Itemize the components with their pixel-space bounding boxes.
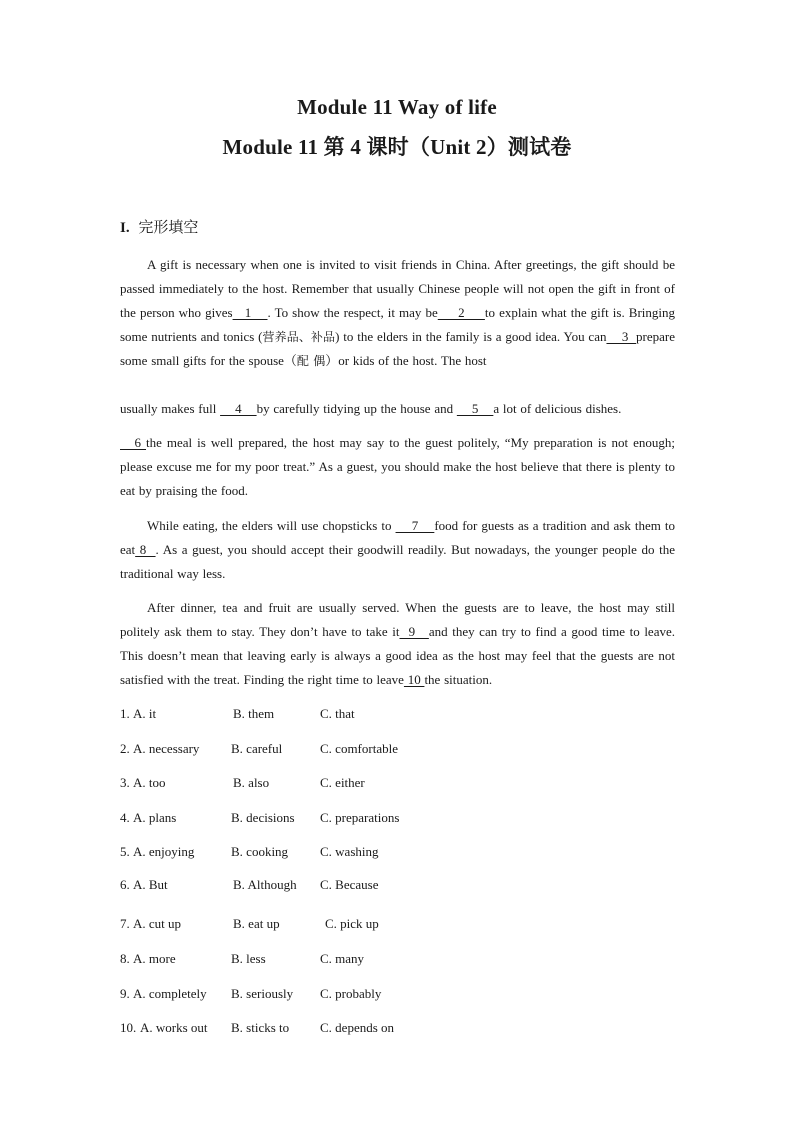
question-number: 10. [120, 1020, 137, 1035]
blank-9: 9 [399, 624, 429, 639]
option-a: A. enjoying [133, 844, 195, 859]
blank-8: 8 [135, 542, 156, 557]
blank-6: 6 [120, 435, 147, 450]
question-number: 9. [120, 986, 130, 1001]
blank-4: 4 [220, 401, 257, 416]
option-b: B. cooking [231, 844, 289, 859]
page-title: Module 11 Way of life [297, 95, 497, 119]
question-number: 8. [120, 951, 130, 966]
option-b: B. sticks to [231, 1020, 290, 1035]
blank-3: 3 [606, 329, 637, 344]
option-a: A. works out [140, 1020, 208, 1035]
option-c: C. probably [320, 986, 382, 1001]
option-c: C. depends on [320, 1020, 395, 1035]
option-b: B. eat up [233, 916, 280, 931]
blank-2: 2 [437, 305, 485, 320]
option-a: A. But [133, 877, 168, 892]
option-a: A. it [133, 706, 157, 721]
option-a: A. too [133, 775, 166, 790]
blank-1: 1 [232, 305, 268, 320]
option-c: C. either [320, 775, 365, 790]
option-b: B. careful [231, 741, 283, 756]
option-a: A. plans [133, 810, 177, 825]
question-number: 4. [120, 810, 130, 825]
passage-paragraph-1: A gift is necessary when one is invited to visit friends in China. After greetings, the gift should be passed immediately to the host. Remember that usually Chinese people will not open the gift in front of the person who gives 1 . To show the respect, it may be 2 to explain what the gift is. Bringing some nutrients and tonics (营养品、补品) to the elders in the family is a good idea. You can 3 prepare some small gifts for the spouse（配 偶）or kids of the host. The host [120, 257, 675, 368]
option-c: C. preparations [320, 810, 400, 825]
section-number: I. [120, 220, 130, 236]
option-b: B. seriously [231, 986, 294, 1001]
blank-7: 7 [395, 518, 435, 533]
option-c: C. washing [320, 844, 379, 859]
question-number: 7. [120, 916, 130, 931]
question-number: 3. [120, 775, 130, 790]
option-b: B. less [231, 951, 266, 966]
option-c: C. pick up [325, 916, 379, 931]
section-label: 完形填空 [138, 218, 199, 236]
question-number: 6. [120, 877, 130, 892]
question-number: 1. [120, 706, 130, 721]
option-c: C. comfortable [320, 741, 398, 756]
option-a: A. cut up [133, 916, 182, 931]
passage-paragraph-4: While eating, the elders will use chopsticks to 7 food for guests as a tradition and ask them to eat 8 . As a guest, you should accept their goodwill readily. But nowadays, the younger people do the traditional way less. [120, 518, 676, 581]
passage-paragraph-2: usually makes full 4 by carefully tidying up the house and 5 a lot of delicious dishes. [120, 401, 622, 416]
option-c: C. many [320, 951, 365, 966]
option-a: A. necessary [133, 741, 200, 756]
question-number: 2. [120, 741, 130, 756]
blank-5: 5 [456, 401, 494, 416]
passage-paragraph-5: After dinner, tea and fruit are usually served. When the guests are to leave, the host may still politely ask them to stay. They don’t have to take it 9 and they can try to find a good time to leave. This doesn’t mean that leaving early is always a good idea as the host may feel that the guests are not satisfied with the treat. Finding the right time to leave 10 the situation. [120, 600, 675, 687]
question-number: 5. [120, 844, 130, 859]
option-b: B. them [233, 706, 275, 721]
option-c: C. Because [320, 877, 379, 892]
option-a: A. more [133, 951, 176, 966]
option-c: C. that [320, 706, 355, 721]
passage-paragraph-3: 6 the meal is well prepared, the host may say to the guest politely, “My preparation is not enough; please excuse me for my poor treat.” As a guest, you should make the host believe that there is plenty to eat by praising the food. [120, 435, 675, 498]
option-b: B. decisions [231, 810, 295, 825]
option-b: B. also [233, 775, 270, 790]
page-subtitle: Module 11 第 4 课时（Unit 2）测试卷 [222, 135, 572, 159]
section-heading [120, 216, 198, 237]
blank-10: 10 [403, 672, 425, 687]
option-b: B. Although [233, 877, 297, 892]
option-a: A. completely [133, 986, 207, 1001]
